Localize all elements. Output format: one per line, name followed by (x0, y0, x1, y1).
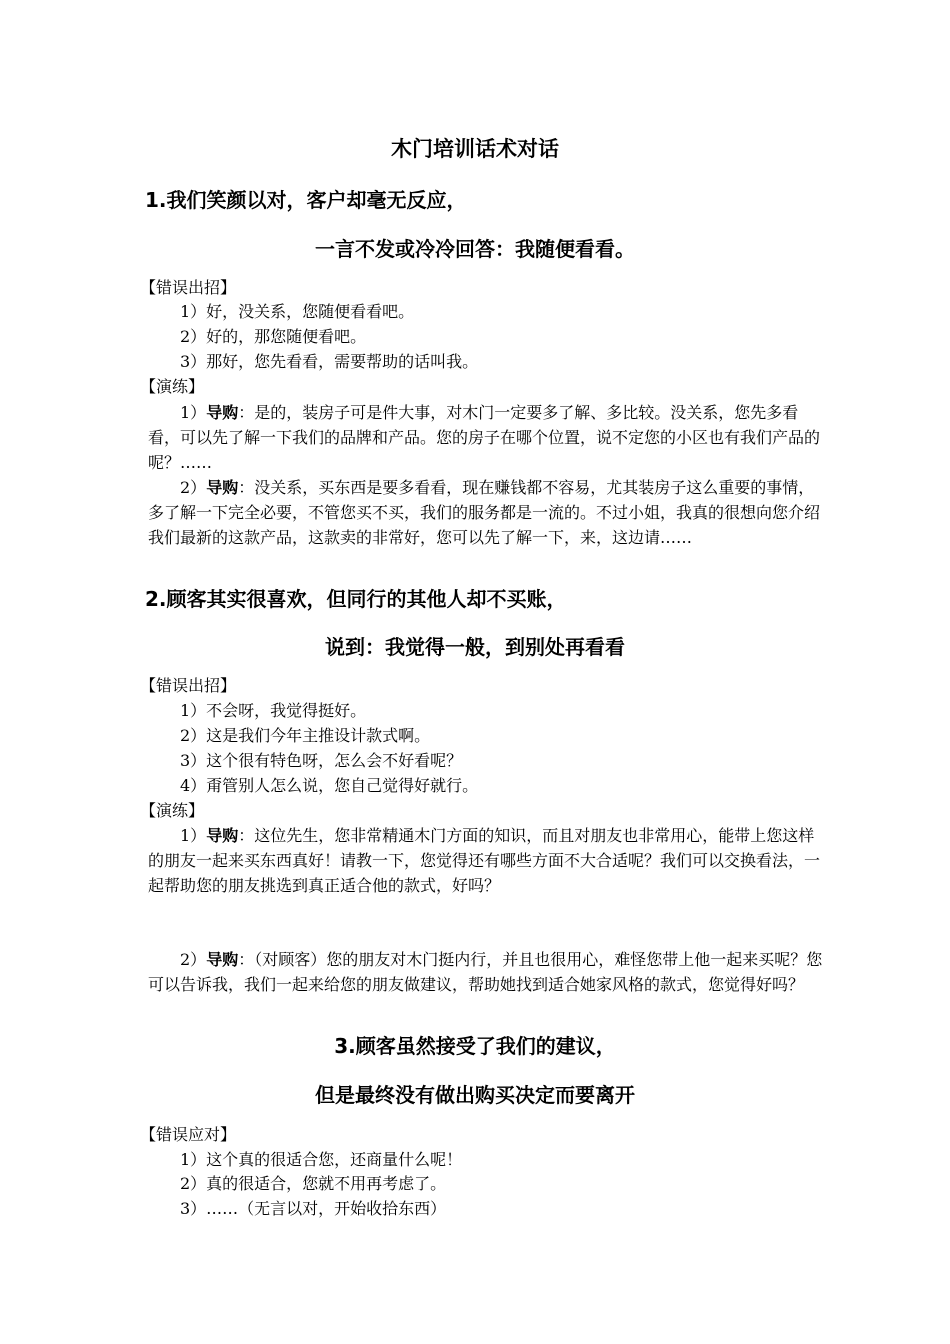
section-3-wrong-item: 1）这个真的很适合您，还商量什么呢！ (180, 1150, 463, 1169)
paragraph-lead: 导购 (206, 826, 239, 845)
section-2-wrong-item: 1）不会呀，我觉得挺好。 (180, 701, 367, 720)
paragraph-number: 2） (180, 950, 207, 969)
paragraph-number: 1） (180, 403, 207, 422)
section-1-practice-paragraph (148, 475, 824, 550)
section-1-wrong-item: 2）好的，那您随便看吧。 (180, 327, 367, 346)
section-2-heading: 2.顾客其实很喜欢，但同行的其他人却不买账， (145, 587, 567, 611)
section-1-heading: 1.我们笑颜以对，客户却毫无反应， (145, 188, 467, 212)
section-1-wrong-item: 1）好，没关系，您随便看看吧。 (180, 302, 415, 321)
section-3-wrong-item: 3）……（无言以对，开始收拾东西） (180, 1199, 447, 1218)
document-title: 木门培训话术对话 (391, 137, 559, 161)
paragraph-lead: 导购 (206, 403, 239, 422)
paragraph-text: ：没关系，买东西是要多看看，现在赚钱都不容易，尤其装房子这么重要的事情，多了解一下完全必要，不管您买不买，我们的服务都是一流的。不过小姐，我真的很想向您介绍我们最新的这款产品，这款卖的非常好，您可以先了解一下，来，这边请…… (148, 478, 821, 547)
section-3-wrong-label: 【错误应对】 (140, 1125, 237, 1144)
section-2-wrong-item: 3）这个很有特色呀，怎么会不好看呢？ (180, 751, 463, 770)
paragraph-number: 1） (180, 826, 207, 845)
section-1-practice-label: 【演练】 (140, 377, 205, 396)
section-2-practice-paragraph (148, 823, 824, 898)
section-2-wrong-item: 2）这是我们今年主推设计款式啊。 (180, 726, 431, 745)
paragraph-lead: 导购 (206, 950, 239, 969)
section-2-wrong-label: 【错误出招】 (140, 676, 237, 695)
section-1-wrong-item: 3）那好，您先看看，需要帮助的话叫我。 (180, 352, 479, 371)
section-1-wrong-label: 【错误出招】 (140, 278, 237, 297)
paragraph-text: ：是的，装房子可是件大事，对木门一定要多了解、多比较。没关系，您先多看看，可以先了解一下我们的品牌和产品。您的房子在哪个位置，说不定您的小区也有我们产品的呢？…… (148, 403, 821, 472)
section-3-subheading: 但是最终没有做出购买决定而要离开 (315, 1083, 635, 1107)
section-2-wrong-item: 4）甭管别人怎么说，您自己觉得好就行。 (180, 776, 479, 795)
section-1-subheading: 一言不发或冷冷回答：我随便看看。 (315, 237, 635, 261)
paragraph-text: ：这位先生，您非常精通木门方面的知识，而且对朋友也非常用心，能带上您这样的朋友一起来买东西真好！请教一下，您觉得还有哪些方面不大合适呢？我们可以交换看法，一起帮助您的朋友挑选到真正适合他的款式，好吗？ (148, 826, 821, 895)
section-3-wrong-item: 2）真的很适合，您就不用再考虑了。 (180, 1174, 447, 1193)
section-2-subheading: 说到：我觉得一般，到别处再看看 (325, 635, 625, 659)
section-2-practice-label: 【演练】 (140, 801, 205, 820)
paragraph-number: 2） (180, 478, 207, 497)
section-2-practice-paragraph (148, 947, 824, 997)
paragraph-lead: 导购 (206, 478, 239, 497)
paragraph-text: ：（对顾客）您的朋友对木门挺内行，并且也很用心，难怪您带上他一起来买呢？您可以告诉我，我们一起来给您的朋友做建议，帮助她找到适合她家风格的款式，您觉得好吗？ (148, 950, 823, 994)
section-1-practice-paragraph (148, 400, 824, 475)
section-3-heading: 3.顾客虽然接受了我们的建议， (334, 1034, 616, 1058)
